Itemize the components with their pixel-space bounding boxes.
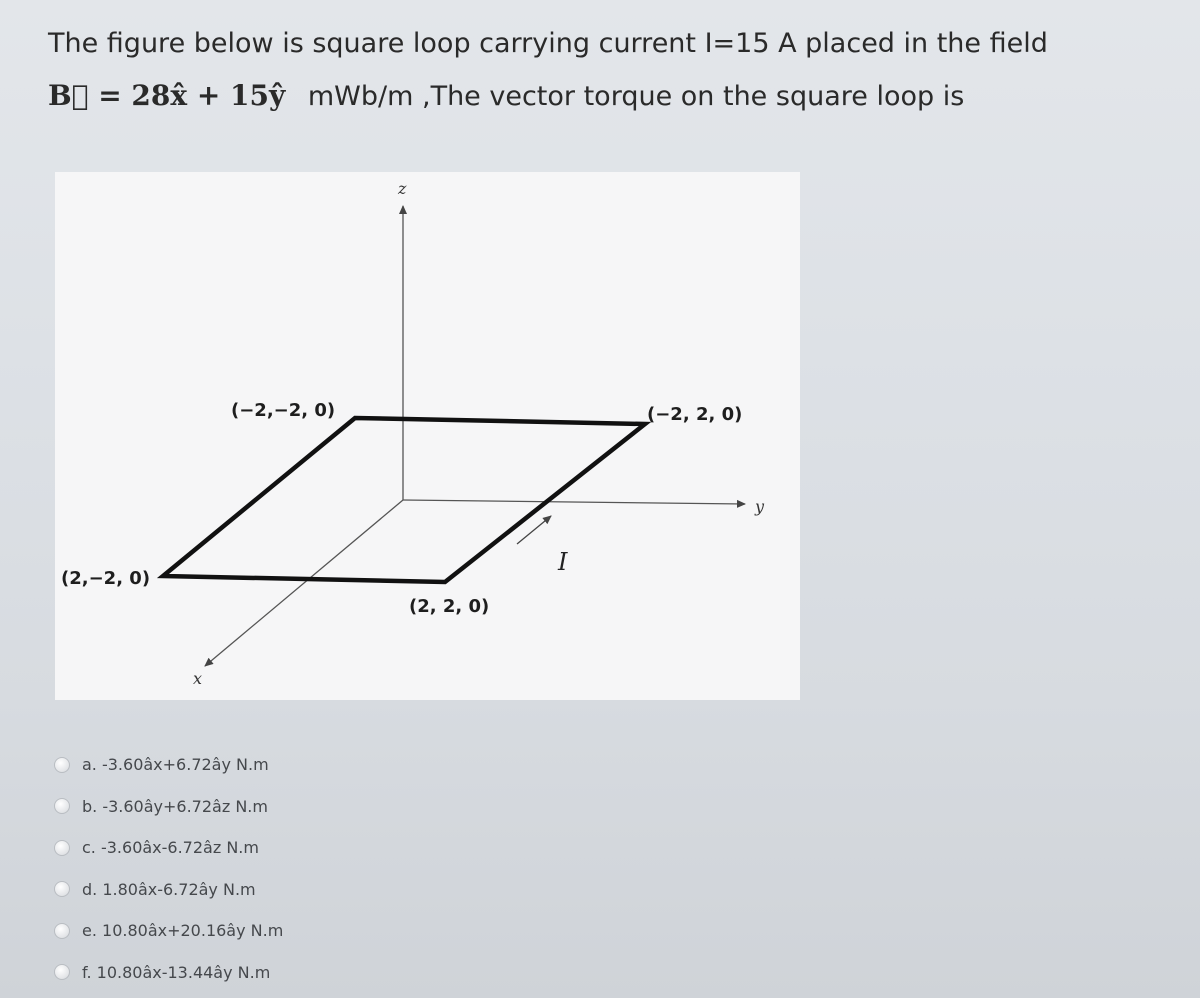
- corner-label-bottom-left: (2,−2, 0): [61, 568, 151, 589]
- radio-button-a[interactable]: [54, 757, 70, 773]
- answer-options: [54, 744, 654, 993]
- radio-button-f[interactable]: [54, 964, 70, 980]
- question-text: [48, 18, 1168, 123]
- option-a[interactable]: [54, 744, 654, 786]
- field-expression: B⃗ = 28x̂ + 15ŷ: [48, 79, 286, 112]
- option-e-label: e. 10.80âx+20.16ây N.m: [82, 921, 284, 941]
- radio-button-c[interactable]: [54, 840, 70, 856]
- radio-button-d[interactable]: [54, 881, 70, 897]
- option-b-label: b. -3.60ây+6.72âz N.m: [82, 796, 268, 816]
- current-label: I: [558, 548, 568, 576]
- question-line-2-text: mWb/m ,The vector torque on the square loop is: [307, 81, 965, 112]
- question-line-1: The figure below is square loop carrying current I=15 A placed in the field: [48, 28, 1048, 59]
- option-f-label: f. 10.80âx-13.44ây N.m: [82, 962, 271, 982]
- loop-diagram: [55, 172, 800, 700]
- option-d-label: d. 1.80âx-6.72ây N.m: [82, 879, 256, 899]
- radio-button-e[interactable]: [54, 923, 70, 939]
- radio-button-b[interactable]: [54, 798, 70, 814]
- option-e[interactable]: [54, 910, 654, 952]
- option-f[interactable]: [54, 952, 654, 994]
- option-d[interactable]: [54, 869, 654, 911]
- y-axis: [403, 500, 745, 504]
- x-axis: [205, 500, 403, 666]
- option-a-label: a. -3.60âx+6.72ây N.m: [82, 755, 269, 775]
- figure-panel: [55, 172, 800, 700]
- option-c[interactable]: [54, 827, 654, 869]
- y-axis-label: y: [755, 497, 765, 516]
- option-b[interactable]: [54, 786, 654, 828]
- corner-label-bottom-right: (2, 2, 0): [409, 596, 490, 617]
- question-line-2: [48, 70, 1168, 123]
- corner-label-top-right: (−2, 2, 0): [647, 404, 743, 425]
- corner-label-top-left: (−2,−2, 0): [231, 400, 336, 421]
- option-c-label: c. -3.60âx-6.72âz N.m: [82, 838, 259, 858]
- x-axis-label: x: [193, 669, 203, 688]
- z-axis-label: z: [398, 179, 407, 198]
